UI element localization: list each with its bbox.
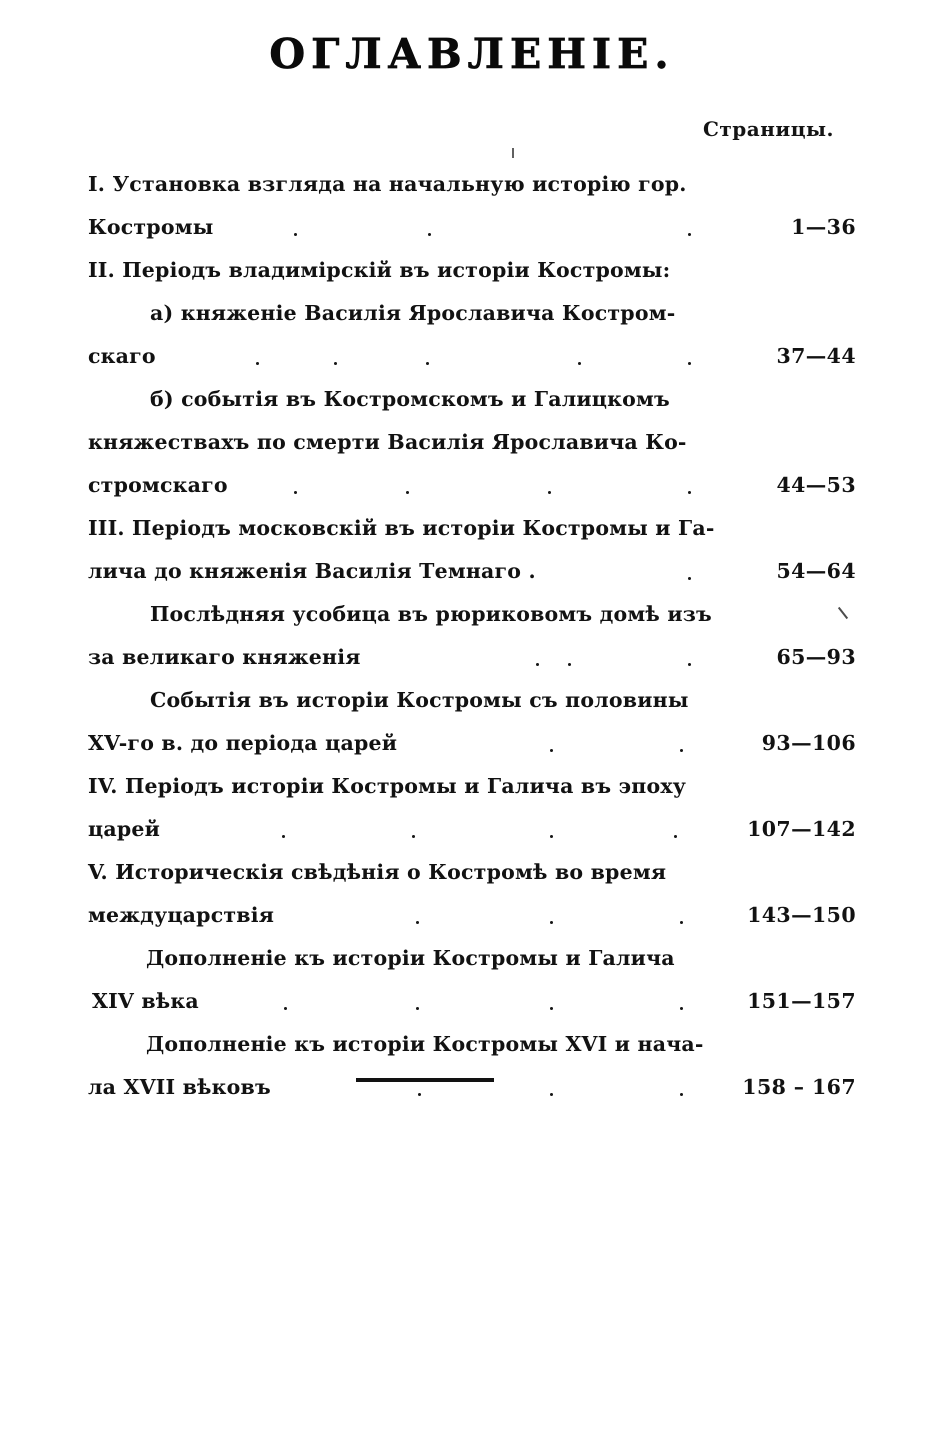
toc-page-range: 143—150 bbox=[747, 903, 856, 927]
leader-dot bbox=[426, 362, 429, 365]
leader-dot bbox=[418, 1093, 421, 1096]
toc-entry-label: стромскаго bbox=[88, 473, 228, 497]
toc-entry-label: Событія въ исторіи Костромы съ половины bbox=[150, 688, 689, 712]
leader-dot bbox=[294, 491, 297, 494]
toc-entry-label: V. Историческія свѣдѣнія о Костромѣ во время bbox=[88, 860, 667, 884]
leader-dot bbox=[550, 1093, 553, 1096]
toc-line bbox=[88, 555, 856, 598]
toc-entry-label: за великаго княженія bbox=[88, 645, 361, 669]
toc-line bbox=[88, 985, 856, 1028]
toc-entry-label: лича до княженія Василія Темнаго . bbox=[88, 559, 536, 583]
leader-dot bbox=[550, 835, 553, 838]
table-of-contents bbox=[88, 168, 856, 1114]
toc-line bbox=[88, 598, 856, 641]
leader-dot bbox=[688, 362, 691, 365]
section-divider-rule bbox=[356, 1078, 494, 1082]
leader-dot bbox=[334, 362, 337, 365]
toc-line bbox=[88, 383, 856, 426]
toc-page-range: 158 – 167 bbox=[742, 1075, 856, 1099]
leader-dot bbox=[688, 663, 691, 666]
toc-page-range: 93—106 bbox=[761, 731, 856, 755]
toc-line bbox=[88, 254, 856, 297]
toc-line bbox=[88, 770, 856, 813]
leader-dot bbox=[548, 491, 551, 494]
leader-dot bbox=[428, 233, 431, 236]
leader-dot bbox=[680, 921, 683, 924]
toc-line bbox=[88, 899, 856, 942]
leader-dot bbox=[688, 233, 691, 236]
toc-entry-label: царей bbox=[88, 817, 161, 841]
toc-page-range: 151—157 bbox=[747, 989, 856, 1013]
toc-line bbox=[88, 168, 856, 211]
leader-dot bbox=[550, 1007, 553, 1010]
toc-page-range: 54—64 bbox=[776, 559, 856, 583]
toc-entry-label: Дополненіе къ исторіи Костромы XVI и нача- bbox=[146, 1032, 704, 1056]
leader-dot bbox=[536, 663, 539, 666]
toc-entry-label: княжествахъ по смерти Василія Ярославича Ко- bbox=[88, 430, 687, 454]
toc-entry-label: I. Установка взгляда на начальную исторію гор. bbox=[88, 172, 687, 196]
toc-entry-label: II. Періодъ владимірскій въ исторіи Костромы: bbox=[88, 258, 671, 282]
toc-line bbox=[88, 813, 856, 856]
toc-line bbox=[88, 727, 856, 770]
leader-dot bbox=[688, 577, 691, 580]
toc-entry-label: XV-го в. до періода царей bbox=[88, 731, 398, 755]
leader-dot bbox=[674, 835, 677, 838]
leader-dot bbox=[680, 1093, 683, 1096]
page-title: ОГЛАВЛЕНІЕ. bbox=[269, 30, 675, 78]
leader-dot bbox=[412, 835, 415, 838]
toc-line bbox=[88, 856, 856, 899]
leader-dot bbox=[416, 1007, 419, 1010]
leader-dot bbox=[550, 749, 553, 752]
leader-dot bbox=[680, 749, 683, 752]
leader-dot bbox=[688, 491, 691, 494]
toc-entry-label: скаго bbox=[88, 344, 156, 368]
toc-page-range: 37—44 bbox=[776, 344, 856, 368]
leader-dot bbox=[282, 835, 285, 838]
toc-line bbox=[88, 340, 856, 383]
pages-column-header: Страницы. bbox=[702, 117, 834, 141]
toc-page-range: 65—93 bbox=[776, 645, 856, 669]
ink-speck bbox=[512, 148, 514, 158]
leader-dot bbox=[294, 233, 297, 236]
toc-line bbox=[88, 942, 856, 985]
leader-dot bbox=[256, 362, 259, 365]
toc-page-range: 107—142 bbox=[747, 817, 856, 841]
toc-line bbox=[88, 684, 856, 727]
toc-line bbox=[88, 211, 856, 254]
toc-entry-label: XIV вѣка bbox=[92, 989, 199, 1013]
toc-entry-label: Дополненіе къ исторіи Костромы и Галича bbox=[146, 946, 675, 970]
toc-page-range: 1—36 bbox=[791, 215, 856, 239]
toc-line bbox=[88, 1028, 856, 1071]
toc-entry-label: Костромы bbox=[88, 215, 214, 239]
toc-entry-label: б) событія въ Костромскомъ и Галицкомъ bbox=[150, 387, 670, 411]
leader-dot bbox=[406, 491, 409, 494]
toc-line bbox=[88, 426, 856, 469]
toc-line bbox=[88, 297, 856, 340]
toc-entry-label: междуцарствія bbox=[88, 903, 275, 927]
toc-entry-label: а) княженіе Василія Ярославича Костром- bbox=[150, 301, 676, 325]
leader-dot bbox=[578, 362, 581, 365]
toc-entry-label: ла XVII вѣковъ bbox=[88, 1075, 271, 1099]
leader-dot bbox=[568, 663, 571, 666]
leader-dot bbox=[416, 921, 419, 924]
toc-line bbox=[88, 641, 856, 684]
toc-line bbox=[88, 469, 856, 512]
toc-entry-label: IV. Періодъ исторіи Костромы и Галича въ эпоху bbox=[88, 774, 687, 798]
toc-page-range: 44—53 bbox=[776, 473, 856, 497]
leader-dot bbox=[680, 1007, 683, 1010]
toc-entry-label: III. Періодъ московскій въ исторіи Костромы и Га- bbox=[88, 516, 715, 540]
leader-dot bbox=[284, 1007, 287, 1010]
leader-dot bbox=[550, 921, 553, 924]
toc-line bbox=[88, 512, 856, 555]
toc-entry-label: Послѣдняя усобица въ рюриковомъ домѣ изъ bbox=[150, 602, 712, 626]
